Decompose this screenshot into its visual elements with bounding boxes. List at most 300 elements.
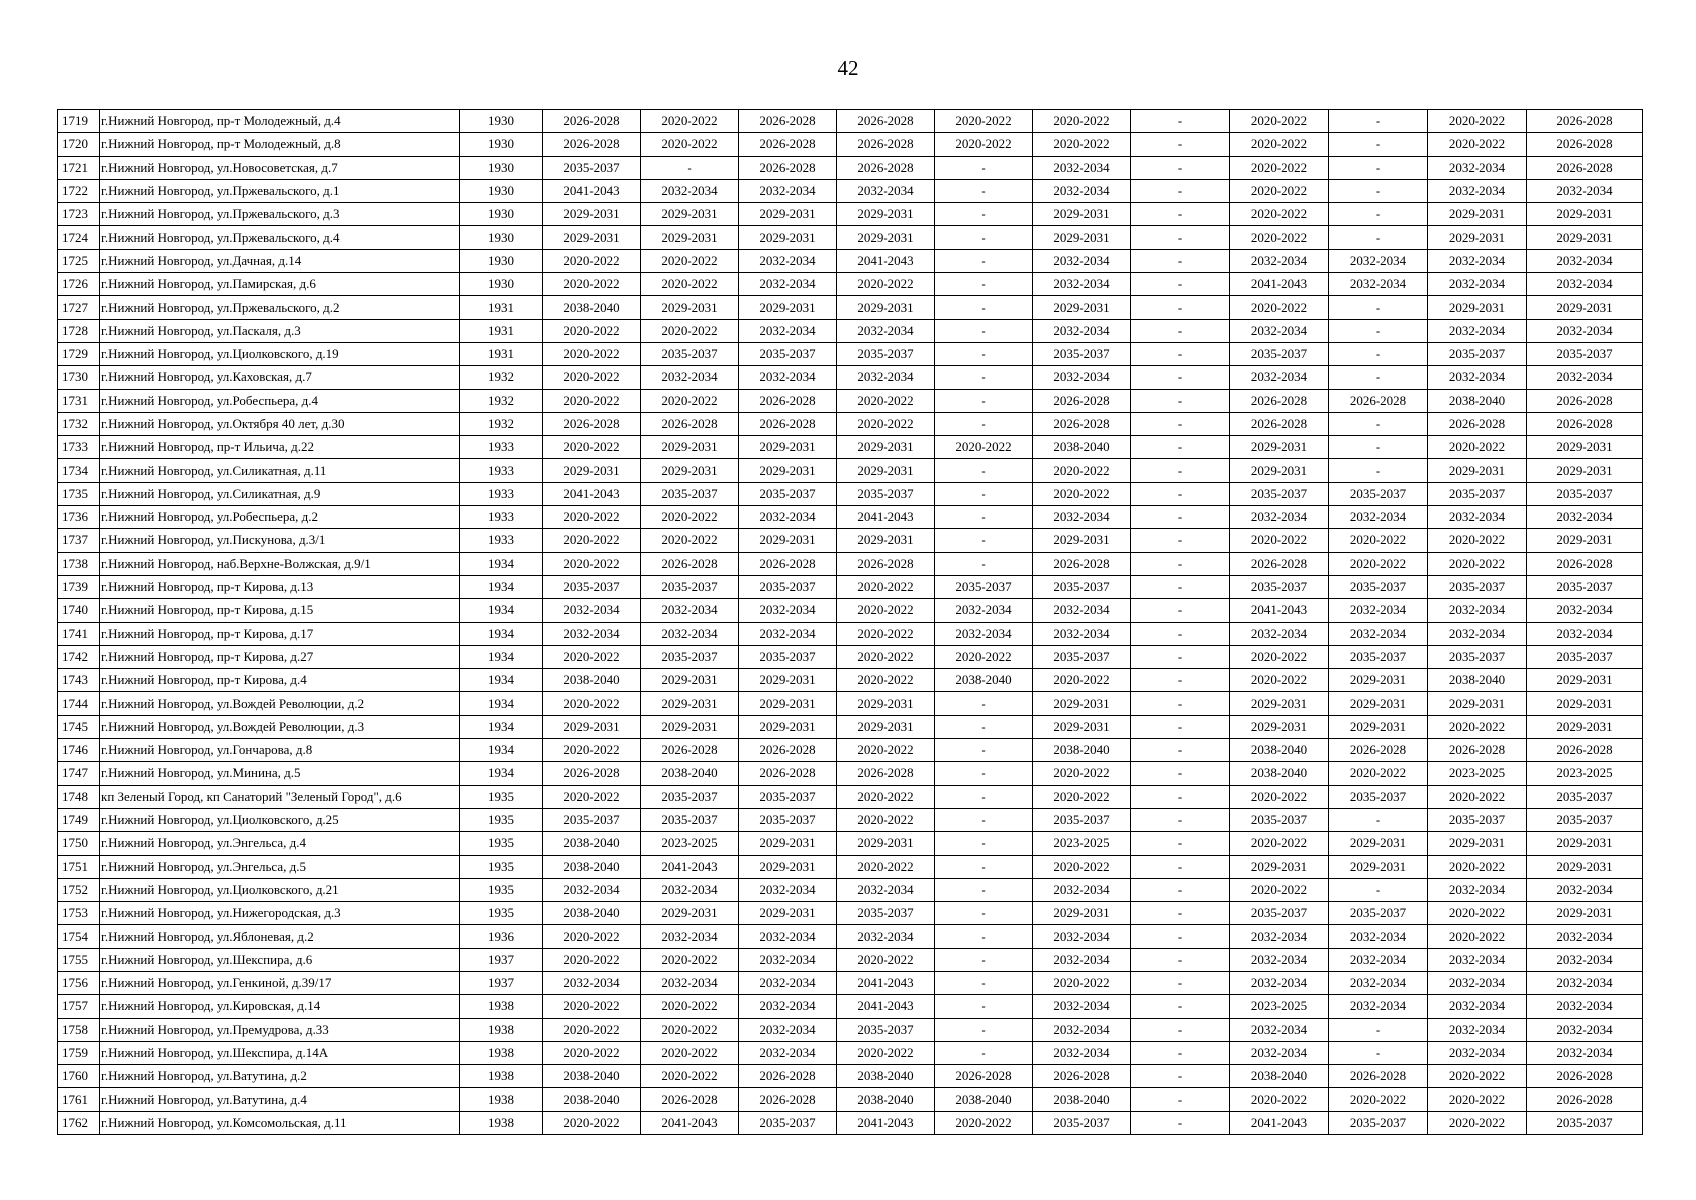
table-row [58,902,1643,925]
period-cell: 2020-2022 [543,552,641,575]
period-cell: 2029-2031 [641,203,739,226]
table-row [58,412,1643,435]
period-cell: 2020-2022 [1230,110,1329,133]
period-cell: 2032-2034 [739,366,837,389]
period-cell: 2035-2037 [739,575,837,598]
period-cell: - [1131,739,1230,762]
year-cell: 1937 [460,948,543,971]
period-cell: 2035-2037 [641,482,739,505]
period-cell: 2020-2022 [641,995,739,1018]
table-row [58,575,1643,598]
period-cell: 2032-2034 [1230,249,1329,272]
address-cell: г.Нижний Новгород, ул.Пржевальского, д.3 [100,203,460,226]
row-number: 1741 [58,622,100,645]
period-cell: 2032-2034 [935,599,1033,622]
period-cell: 2020-2022 [837,273,935,296]
period-cell: 2029-2031 [543,203,641,226]
period-cell: - [1131,692,1230,715]
address-cell: г.Нижний Новгород, ул.Премудрова, д.33 [100,1018,460,1041]
period-cell: 2038-2040 [1033,1088,1131,1111]
period-cell: 2029-2031 [543,459,641,482]
period-cell: 2029-2031 [1329,692,1428,715]
period-cell: 2020-2022 [641,506,739,529]
period-cell: 2029-2031 [739,692,837,715]
period-cell: 2029-2031 [1527,203,1643,226]
period-cell: 2035-2037 [837,902,935,925]
period-cell: 2029-2031 [739,832,837,855]
period-cell: 2032-2034 [1527,366,1643,389]
period-cell: 2032-2034 [1428,506,1527,529]
period-cell: 2035-2037 [641,645,739,668]
period-cell: 2035-2037 [1428,808,1527,831]
period-cell: 2032-2034 [1329,925,1428,948]
period-cell: 2035-2037 [1329,645,1428,668]
period-cell: 2026-2028 [641,552,739,575]
period-cell: 2026-2028 [739,133,837,156]
row-number: 1760 [58,1065,100,1088]
address-cell: г.Нижний Новгород, ул.Вождей Революции, д.3 [100,715,460,738]
period-cell: 2020-2022 [935,1111,1033,1134]
period-cell: 2032-2034 [1527,506,1643,529]
period-cell: 2020-2022 [1230,1088,1329,1111]
period-cell: - [1131,1111,1230,1134]
period-cell: - [1329,179,1428,202]
period-cell: 2020-2022 [935,645,1033,668]
period-cell: - [935,971,1033,994]
period-cell: 2026-2028 [543,412,641,435]
period-cell: 2035-2037 [1527,342,1643,365]
year-cell: 1934 [460,575,543,598]
period-cell: 2023-2025 [1428,762,1527,785]
period-cell: 2032-2034 [1329,249,1428,272]
period-cell: 2032-2034 [1428,599,1527,622]
table-row [58,878,1643,901]
period-cell: 2020-2022 [1033,762,1131,785]
period-cell: 2026-2028 [543,110,641,133]
period-cell: 2035-2037 [1033,645,1131,668]
period-cell: 2020-2022 [1230,669,1329,692]
year-cell: 1934 [460,762,543,785]
year-cell: 1934 [460,622,543,645]
period-cell: 2020-2022 [1428,855,1527,878]
table-row [58,1018,1643,1041]
table-row [58,179,1643,202]
row-number: 1761 [58,1088,100,1111]
address-cell: г.Нижний Новгород, ул.Циолковского, д.21 [100,878,460,901]
period-cell: 2035-2037 [641,808,739,831]
period-cell: - [1329,1018,1428,1041]
period-cell: 2029-2031 [739,529,837,552]
row-number: 1752 [58,878,100,901]
period-cell: 2020-2022 [543,249,641,272]
period-cell: - [935,459,1033,482]
period-cell: 2029-2031 [837,715,935,738]
period-cell: 2029-2031 [1033,226,1131,249]
period-cell: 2020-2022 [837,389,935,412]
period-cell: - [1131,1065,1230,1088]
period-cell: 2026-2028 [1527,156,1643,179]
period-cell: 2032-2034 [1033,1041,1131,1064]
period-cell: - [935,226,1033,249]
period-cell: 2032-2034 [1329,971,1428,994]
period-cell: 2029-2031 [739,296,837,319]
period-cell: 2032-2034 [1527,925,1643,948]
period-cell: 2020-2022 [641,110,739,133]
period-cell: 2032-2034 [1428,319,1527,342]
period-cell: 2020-2022 [1230,203,1329,226]
period-cell: - [1329,156,1428,179]
period-cell: 2023-2025 [1033,832,1131,855]
address-cell: г.Нижний Новгород, ул.Октября 40 лет, д.30 [100,412,460,435]
table-row [58,133,1643,156]
period-cell: 2038-2040 [1033,436,1131,459]
address-cell: г.Нижний Новгород, пр-т Молодежный, д.4 [100,110,460,133]
period-cell: 2026-2028 [1230,412,1329,435]
period-cell: 2032-2034 [1329,506,1428,529]
period-cell: 2020-2022 [543,389,641,412]
address-cell: г.Нижний Новгород, ул.Минина, д.5 [100,762,460,785]
period-cell: 2020-2022 [1428,133,1527,156]
period-cell: 2020-2022 [543,692,641,715]
period-cell: 2020-2022 [641,273,739,296]
year-cell: 1933 [460,506,543,529]
period-cell: 2020-2022 [641,249,739,272]
address-cell: г.Нижний Новгород, пр-т Кирова, д.15 [100,599,460,622]
period-cell: 2020-2022 [641,133,739,156]
period-cell: 2032-2034 [641,366,739,389]
period-cell: - [1131,971,1230,994]
table-row [58,226,1643,249]
address-cell: г.Нижний Новгород, ул.Пржевальского, д.1 [100,179,460,202]
period-cell: 2026-2028 [837,762,935,785]
row-number: 1748 [58,785,100,808]
table-row [58,296,1643,319]
period-cell: - [1131,878,1230,901]
period-cell: 2029-2031 [1033,203,1131,226]
period-cell: - [1131,902,1230,925]
period-cell: 2035-2037 [1329,785,1428,808]
period-cell: 2035-2037 [935,575,1033,598]
period-cell: 2020-2022 [641,319,739,342]
period-cell: 2026-2028 [1230,552,1329,575]
period-cell: 2032-2034 [837,878,935,901]
period-cell: 2032-2034 [1033,599,1131,622]
row-number: 1753 [58,902,100,925]
period-cell: 2032-2034 [641,179,739,202]
period-cell: 2038-2040 [543,832,641,855]
period-cell: 2029-2031 [1033,715,1131,738]
period-cell: - [935,762,1033,785]
period-cell: 2035-2037 [1230,575,1329,598]
period-cell: 2038-2040 [543,1065,641,1088]
period-cell: - [935,296,1033,319]
address-cell: г.Нижний Новгород, ул.Пржевальского, д.4 [100,226,460,249]
period-cell: 2041-2043 [837,1111,935,1134]
table-row [58,925,1643,948]
period-cell: 2032-2034 [1428,971,1527,994]
row-number: 1721 [58,156,100,179]
row-number: 1750 [58,832,100,855]
period-cell: 2029-2031 [1033,692,1131,715]
period-cell: 2029-2031 [1230,855,1329,878]
row-number: 1749 [58,808,100,831]
period-cell: 2020-2022 [543,273,641,296]
address-cell: г.Нижний Новгород, ул.Дачная, д.14 [100,249,460,272]
address-cell: г.Нижний Новгород, ул.Пискунова, д.3/1 [100,529,460,552]
period-cell: 2020-2022 [935,133,1033,156]
period-cell: 2026-2028 [641,1088,739,1111]
period-cell: 2035-2037 [739,808,837,831]
period-cell: - [1131,995,1230,1018]
table-row [58,319,1643,342]
period-cell: 2020-2022 [1428,552,1527,575]
period-cell: 2020-2022 [837,645,935,668]
period-cell: - [1329,226,1428,249]
year-cell: 1934 [460,692,543,715]
table-row [58,249,1643,272]
period-cell: 2035-2037 [1428,342,1527,365]
year-cell: 1936 [460,925,543,948]
row-number: 1734 [58,459,100,482]
period-cell: 2020-2022 [543,529,641,552]
period-cell: 2020-2022 [1428,785,1527,808]
period-cell: 2029-2031 [837,529,935,552]
period-cell: 2035-2037 [1428,575,1527,598]
period-cell: 2026-2028 [1527,133,1643,156]
address-cell: г.Нижний Новгород, наб.Верхне-Волжская, д.9/1 [100,552,460,575]
period-cell: 2020-2022 [837,948,935,971]
period-cell: 2029-2031 [1033,529,1131,552]
table-row [58,482,1643,505]
period-cell: 2035-2037 [1527,575,1643,598]
period-cell: - [1131,669,1230,692]
table-row [58,156,1643,179]
year-cell: 1934 [460,645,543,668]
period-cell: 2032-2034 [1033,156,1131,179]
period-cell: 2029-2031 [739,902,837,925]
year-cell: 1930 [460,179,543,202]
period-cell: 2020-2022 [543,1018,641,1041]
period-cell: - [1329,110,1428,133]
period-cell: 2020-2022 [1230,785,1329,808]
period-cell: 2035-2037 [1230,342,1329,365]
period-cell: - [935,156,1033,179]
period-cell: 2035-2037 [1033,575,1131,598]
address-cell: г.Нижний Новгород, ул.Энгельса, д.5 [100,855,460,878]
row-number: 1754 [58,925,100,948]
period-cell: 2026-2028 [739,110,837,133]
row-number: 1728 [58,319,100,342]
period-cell: 2041-2043 [1230,273,1329,296]
address-cell: г.Нижний Новгород, ул.Робеспьера, д.2 [100,506,460,529]
period-cell: 2032-2034 [1230,319,1329,342]
period-cell: - [1131,133,1230,156]
year-cell: 1933 [460,529,543,552]
period-cell: 2032-2034 [1329,948,1428,971]
table-row [58,832,1643,855]
period-cell: 2029-2031 [641,715,739,738]
period-cell: 2038-2040 [837,1088,935,1111]
period-cell: - [935,995,1033,1018]
period-cell: - [935,1018,1033,1041]
period-cell: 2029-2031 [1230,459,1329,482]
year-cell: 1935 [460,878,543,901]
period-cell: - [1329,203,1428,226]
period-cell: - [935,389,1033,412]
period-cell: - [1131,366,1230,389]
period-cell: 2035-2037 [739,1111,837,1134]
period-cell: 2035-2037 [543,575,641,598]
period-cell: 2032-2034 [1033,506,1131,529]
period-cell: 2023-2025 [641,832,739,855]
period-cell: 2035-2037 [837,1018,935,1041]
period-cell: - [935,273,1033,296]
period-cell: 2026-2028 [1033,412,1131,435]
period-cell: 2032-2034 [739,1018,837,1041]
year-cell: 1933 [460,459,543,482]
row-number: 1719 [58,110,100,133]
period-cell: 2020-2022 [543,342,641,365]
period-cell: 2020-2022 [1428,110,1527,133]
period-cell: 2020-2022 [543,319,641,342]
row-number: 1739 [58,575,100,598]
table-row [58,1111,1643,1134]
period-cell: 2026-2028 [739,552,837,575]
period-cell: - [1131,226,1230,249]
row-number: 1745 [58,715,100,738]
address-cell: г.Нижний Новгород, ул.Циолковского, д.19 [100,342,460,365]
period-cell: 2020-2022 [1033,669,1131,692]
period-cell: 2035-2037 [1527,1111,1643,1134]
period-cell: 2035-2037 [1230,902,1329,925]
period-cell: - [1131,436,1230,459]
period-cell: 2020-2022 [1033,459,1131,482]
period-cell: 2032-2034 [1428,156,1527,179]
address-cell: г.Нижний Новгород, пр-т Кирова, д.17 [100,622,460,645]
period-cell: 2020-2022 [1428,1111,1527,1134]
row-number: 1742 [58,645,100,668]
period-cell: 2032-2034 [739,179,837,202]
period-cell: 2029-2031 [739,669,837,692]
period-cell: 2020-2022 [1230,156,1329,179]
period-cell: 2029-2031 [1428,296,1527,319]
period-cell: 2026-2028 [1329,389,1428,412]
period-cell: 2020-2022 [543,1041,641,1064]
year-cell: 1935 [460,902,543,925]
period-cell: - [1329,412,1428,435]
year-cell: 1938 [460,995,543,1018]
period-cell: 2029-2031 [837,226,935,249]
address-cell: г.Нижний Новгород, ул.Яблоневая, д.2 [100,925,460,948]
row-number: 1746 [58,739,100,762]
row-number: 1720 [58,133,100,156]
year-cell: 1930 [460,156,543,179]
table-row [58,785,1643,808]
period-cell: 2038-2040 [641,762,739,785]
period-cell: 2035-2037 [1329,1111,1428,1134]
address-cell: г.Нижний Новгород, ул.Ватутина, д.4 [100,1088,460,1111]
period-cell: - [935,179,1033,202]
period-cell: - [1329,1041,1428,1064]
period-cell: 2029-2031 [1527,529,1643,552]
period-cell: 2035-2037 [1527,482,1643,505]
period-cell: - [1131,1018,1230,1041]
period-cell: 2020-2022 [641,948,739,971]
period-cell: 2029-2031 [837,459,935,482]
period-cell: 2032-2034 [1527,319,1643,342]
period-cell: 2032-2034 [739,506,837,529]
period-cell: 2038-2040 [1428,389,1527,412]
period-cell: - [935,319,1033,342]
period-cell: 2029-2031 [1527,296,1643,319]
period-cell: 2020-2022 [1230,133,1329,156]
period-cell: 2020-2022 [1428,715,1527,738]
period-cell: 2035-2037 [739,785,837,808]
period-cell: 2032-2034 [1033,273,1131,296]
table-body [58,110,1643,1135]
period-cell: 2026-2028 [1527,389,1643,412]
period-cell: 2029-2031 [1329,715,1428,738]
period-cell: 2029-2031 [739,226,837,249]
table-row [58,1041,1643,1064]
period-cell: - [935,412,1033,435]
address-cell: г.Нижний Новгород, ул.Энгельса, д.4 [100,832,460,855]
period-cell: 2035-2037 [641,342,739,365]
address-cell: г.Нижний Новгород, пр-т Молодежный, д.8 [100,133,460,156]
year-cell: 1934 [460,739,543,762]
period-cell: 2029-2031 [543,715,641,738]
period-cell: 2041-2043 [641,855,739,878]
period-cell: 2041-2043 [641,1111,739,1134]
period-cell: - [935,342,1033,365]
table-row [58,436,1643,459]
period-cell: 2029-2031 [1527,669,1643,692]
period-cell: 2029-2031 [641,902,739,925]
period-cell: 2035-2037 [1428,482,1527,505]
address-cell: кп Зеленый Город, кп Санаторий "Зеленый Город", д.6 [100,785,460,808]
period-cell: 2029-2031 [1527,692,1643,715]
period-cell: 2032-2034 [837,179,935,202]
period-cell: 2032-2034 [739,925,837,948]
period-cell: 2026-2028 [1527,110,1643,133]
period-cell: - [935,808,1033,831]
period-cell: - [935,529,1033,552]
period-cell: - [1329,296,1428,319]
row-number: 1756 [58,971,100,994]
period-cell: 2032-2034 [739,319,837,342]
row-number: 1736 [58,506,100,529]
period-cell: 2029-2031 [1329,855,1428,878]
period-cell: 2035-2037 [1527,785,1643,808]
period-cell: 2035-2037 [1428,645,1527,668]
row-number: 1743 [58,669,100,692]
period-cell: 2035-2037 [543,808,641,831]
period-cell: 2026-2028 [641,412,739,435]
row-number: 1727 [58,296,100,319]
period-cell: - [1131,482,1230,505]
period-cell: 2029-2031 [1230,692,1329,715]
period-cell: 2032-2034 [739,273,837,296]
period-cell: 2029-2031 [1428,832,1527,855]
period-cell: - [1131,1088,1230,1111]
period-cell: 2020-2022 [543,948,641,971]
period-cell: 2032-2034 [1230,622,1329,645]
period-cell: 2020-2022 [1033,855,1131,878]
row-number: 1732 [58,412,100,435]
address-cell: г.Нижний Новгород, пр-т Кирова, д.27 [100,645,460,668]
table-row [58,459,1643,482]
period-cell: 2032-2034 [1527,622,1643,645]
